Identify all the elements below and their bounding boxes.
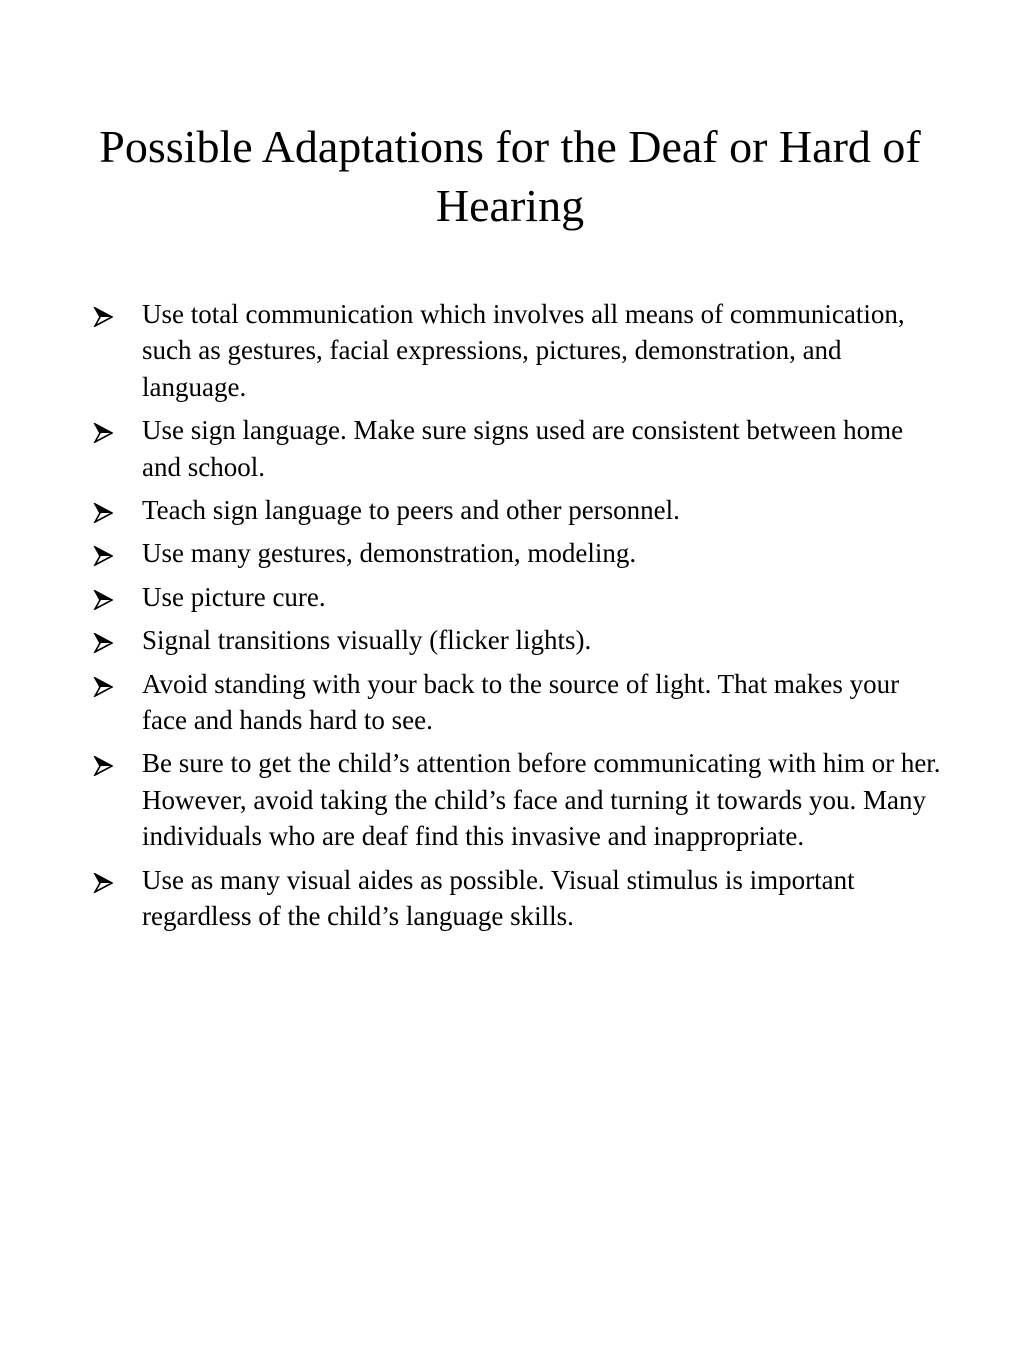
arrowhead-bullet-icon — [93, 546, 113, 566]
bullet-text: Be sure to get the child’s attention before communicating with him or her. However, avoid taking the child’s face and turning it towards you. Many individuals who are deaf find this invasive and inappropriate. — [142, 748, 941, 852]
bullet-text: Signal transitions visually (flicker lights). — [142, 625, 592, 656]
bullet-text: Use picture cure. — [142, 581, 326, 612]
list-item — [93, 666, 943, 739]
list-item — [93, 535, 943, 571]
bullet-text: Use many gestures, demonstration, modeling. — [142, 538, 637, 569]
bullet-text: Avoid standing with your back to the source of light. That makes your face and hands hard to see. — [142, 668, 900, 736]
list-item — [93, 579, 943, 615]
page-title: Possible Adaptations for the Deaf or Hard of Hearing — [99, 121, 921, 231]
bullet-text: Use sign language. Make sure signs used are consistent between home and school. — [142, 415, 904, 482]
arrowhead-bullet-icon — [93, 677, 113, 697]
arrowhead-bullet-icon — [93, 503, 113, 523]
arrowhead-bullet-icon — [93, 590, 113, 610]
arrowhead-bullet-icon — [93, 423, 113, 443]
bullet-text: Use total communication which involves all means of communication, such as gestures, facial expressions, pictures, demonstration, and language. — [142, 299, 905, 402]
list-item — [93, 492, 943, 528]
bullet-text: Teach sign language to peers and other personnel. — [142, 495, 680, 526]
list-item — [93, 296, 943, 405]
bullet-list — [93, 296, 943, 942]
list-item — [93, 622, 943, 658]
list-item — [93, 412, 943, 485]
list-item — [93, 862, 943, 935]
list-item — [93, 745, 943, 854]
bullet-text: Use as many visual aides as possible. Visual stimulus is important regardless of the child’s language skills. — [142, 864, 855, 932]
arrowhead-bullet-icon — [93, 307, 113, 327]
arrowhead-bullet-icon — [93, 633, 113, 653]
arrowhead-bullet-icon — [93, 756, 113, 776]
arrowhead-bullet-icon — [93, 873, 113, 893]
